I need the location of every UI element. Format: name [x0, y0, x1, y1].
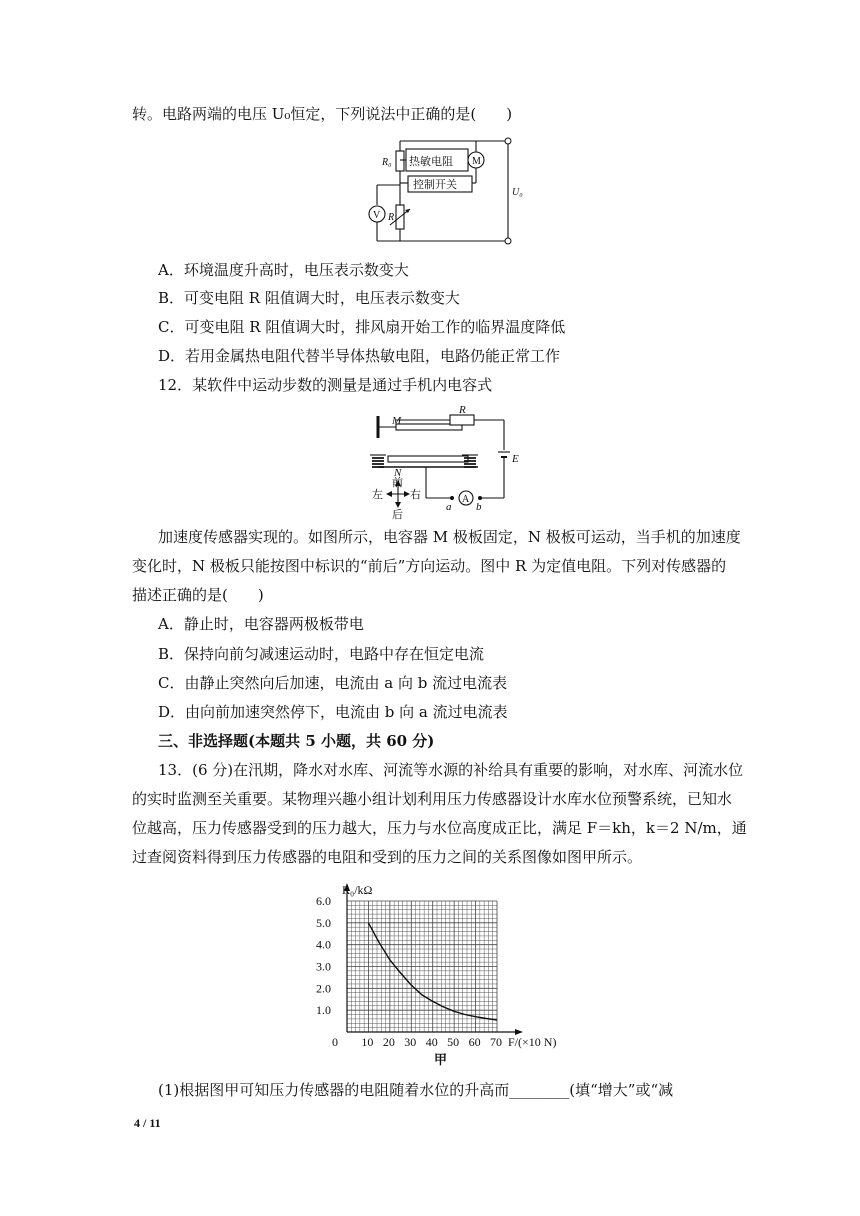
terminal-b-label: b [476, 501, 482, 513]
resistor-r-label: R [459, 404, 466, 416]
r0-label: R₀ [382, 157, 392, 168]
q11-option-d: D．若用金属热电阻代替半导体热敏电阻，电路仍能正常工作 [158, 347, 561, 365]
q12-stem-line-2: 变化时，N 极板只能按图中标识的“前后”方向运动。图中 R 为定值电阻。下列对传感器的 [132, 557, 727, 575]
left-label: 左 [372, 488, 383, 501]
chart-ticks [316, 894, 502, 1049]
x-tick-label: 20 [382, 1035, 395, 1049]
chart-axes [344, 883, 523, 1035]
motor-label: M [472, 156, 481, 167]
y-tick-label: 1.0 [316, 1003, 331, 1018]
front-label: 前 [392, 476, 403, 489]
q12-option-a: A．静止时，电容器两极板带电 [158, 615, 364, 633]
q12-option-b: B．保持向前匀减速运动时，电路中存在恒定电流 [158, 645, 485, 663]
y-tick-label: 6.0 [316, 894, 331, 908]
q11-option-c: C．可变电阻 R 阻值调大时，排风扇开始工作的临界温度降低 [158, 318, 566, 336]
emf-e-label: E [512, 453, 519, 465]
q12-capacitor-figure [366, 400, 526, 520]
chart-grid [347, 901, 497, 1032]
y-axis-label: R₀/kΩ [342, 883, 373, 897]
back-label: 后 [392, 508, 403, 520]
q13-stem-line-4: 过查阅资料得到压力传感器的电阻和受到的压力之间的关系图像如图甲所示。 [132, 848, 643, 866]
q12-stem-line-1: 加速度传感器实现的。如图所示，电容器 M 极板固定，N 极板可运动，当手机的加速度 [158, 528, 741, 546]
q12-option-c: C．由静止突然向后加速，电流由 a 向 b 流过电流表 [158, 674, 508, 692]
y-tick-label: 2.0 [316, 981, 331, 996]
q11-option-a: A．环境温度升高时，电压表示数变大 [158, 261, 409, 279]
figure-caption: 甲 [434, 1053, 448, 1068]
u0-label: U₀ [512, 187, 523, 198]
r-label: R [388, 212, 395, 223]
voltmeter-label: V [373, 210, 381, 221]
x-axis-label: F/(×10 N) [508, 1035, 557, 1049]
x-tick-label: 70 [490, 1035, 502, 1049]
q13-stem-line-3: 位越高，压力传感器受到的压力越大，压力与水位高度成正比，满足 F＝kh，k＝2 N/m，通 [132, 819, 747, 837]
q12-option-d: D．由向前加速突然停下，电流由 b 向 a 流过电流表 [158, 703, 508, 721]
y-tick-label: 4.0 [316, 937, 331, 952]
q13-stem-line-2: 的实时监测至关重要。某物理兴趣小组计划利用压力传感器设计水库水位预警系统，已知水 [132, 790, 733, 808]
resistance-force-chart [310, 878, 580, 1070]
q13-part-1: (1)根据图甲可知压力传感器的电阻随着水位的升高而________(填“增大”或“减 [158, 1081, 674, 1099]
x-tick-label: 30 [404, 1035, 417, 1049]
right-label: 右 [410, 488, 421, 501]
x-tick-label: 10 [361, 1035, 374, 1049]
q11-option-b: B．可变电阻 R 阻值调大时，电压表示数变大 [158, 289, 460, 307]
y-tick-label: 3.0 [316, 959, 331, 974]
x-tick-label: 40 [425, 1035, 438, 1049]
x-tick-label: 50 [447, 1035, 460, 1049]
page-number: 4 / 11 [134, 1116, 161, 1130]
q11-circuit-figure [360, 133, 540, 253]
q13-stem-line-1: 13．(6 分)在汛期，降水对水库、河流等水源的补给具有重要的影响，对水库、河流水位 [158, 761, 744, 779]
q12-intro: 12．某软件中运动步数的测量是通过手机内电容式 [158, 376, 493, 394]
thermistor-label: 热敏电阻 [409, 155, 453, 168]
origin-label: 0 [332, 1035, 338, 1049]
plate-n-label: N [394, 467, 402, 479]
q12-stem-line-3: 描述正确的是( ) [132, 586, 264, 604]
terminal-a-label: a [446, 501, 452, 513]
ammeter-label: A [462, 494, 470, 505]
control-switch-label: 控制开关 [413, 178, 457, 191]
y-tick-label: 5.0 [316, 915, 331, 930]
section-3-heading: 三、非选择题(本题共 5 小题，共 60 分) [158, 732, 435, 750]
q11-stem-tail: 转。电路两端的电压 U₀恒定，下列说法中正确的是( ) [132, 105, 513, 123]
plate-m-label: M [392, 415, 402, 427]
x-tick-label: 60 [468, 1035, 481, 1049]
